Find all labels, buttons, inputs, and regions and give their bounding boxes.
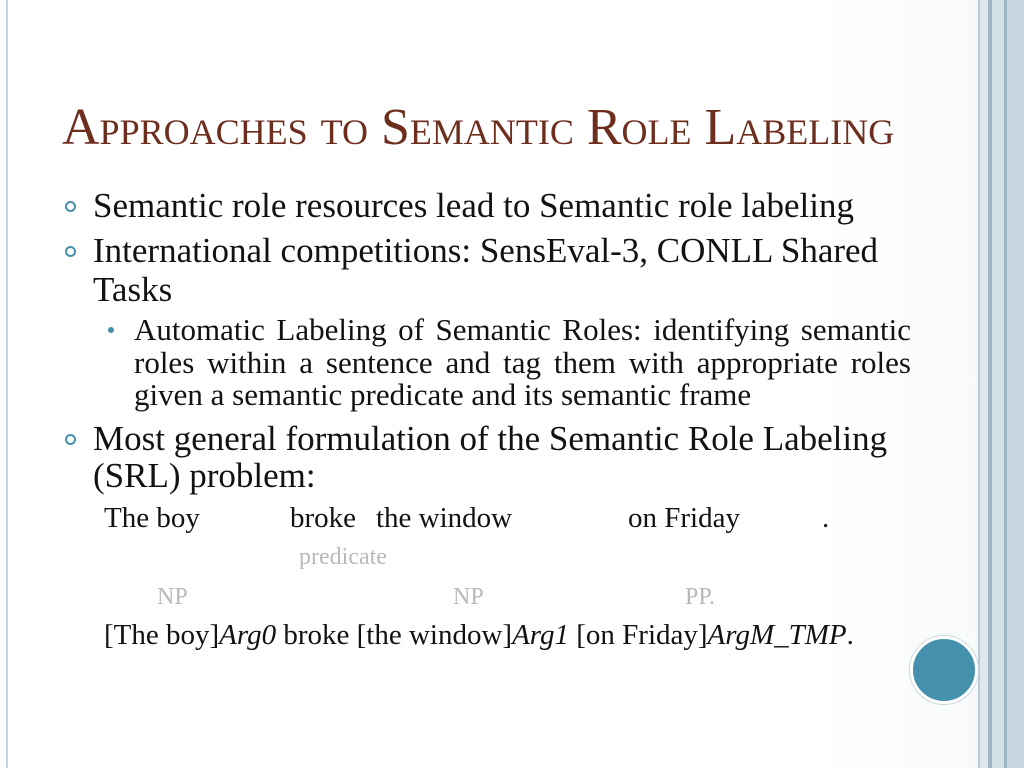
annotated-sentence	[104, 619, 854, 651]
bullet-item	[93, 420, 913, 494]
role-tag-arg1: Arg1	[512, 619, 569, 651]
bullet-item	[93, 186, 913, 225]
slide-title: Approaches to Semantic Role Labeling	[62, 99, 895, 156]
bullet-item	[93, 231, 913, 309]
bullet-text: International competitions: SensEval-3, CONLL Shared Tasks	[93, 231, 879, 309]
ring-bullet-icon	[65, 201, 76, 212]
annotated-segment: [on Friday]	[576, 619, 708, 651]
ring-bullet-icon	[65, 434, 76, 445]
annotated-segment: broke [the window]	[283, 619, 513, 651]
example-word-predicate: broke	[290, 502, 357, 534]
example-word-period: .	[822, 502, 830, 534]
example-word: on Friday	[628, 502, 740, 534]
sub-bullet-text: Automatic Labeling of Semantic Roles: identifying semantic roles within a sentence and tag them with appropriate roles given a semantic predicate and its semantic frame	[134, 312, 911, 412]
annotated-segment: [The boy]	[104, 619, 220, 651]
phrase-label: NP	[157, 584, 188, 610]
example-word: The boy	[104, 502, 200, 534]
bullet-text: Most general formulation of the Semantic Role Labeling (SRL) problem:	[93, 419, 888, 495]
phrase-label: PP.	[685, 584, 716, 610]
ring-bullet-icon	[65, 246, 76, 257]
role-tag-argm-tmp: ArgM_TMP	[707, 619, 847, 651]
dot-bullet-icon	[108, 327, 114, 333]
left-border-rule	[6, 0, 8, 768]
right-stripe-band	[978, 0, 1024, 768]
predicate-label: predicate	[299, 544, 387, 570]
example-word: the window	[376, 502, 513, 534]
decorative-circle-icon	[910, 636, 978, 704]
role-tag-arg0: Arg0	[219, 619, 277, 651]
sub-bullet-item	[134, 314, 911, 412]
phrase-label: NP	[453, 584, 484, 610]
bullet-text: Semantic role resources lead to Semantic role labeling	[93, 186, 854, 225]
annotated-period: .	[846, 619, 854, 651]
